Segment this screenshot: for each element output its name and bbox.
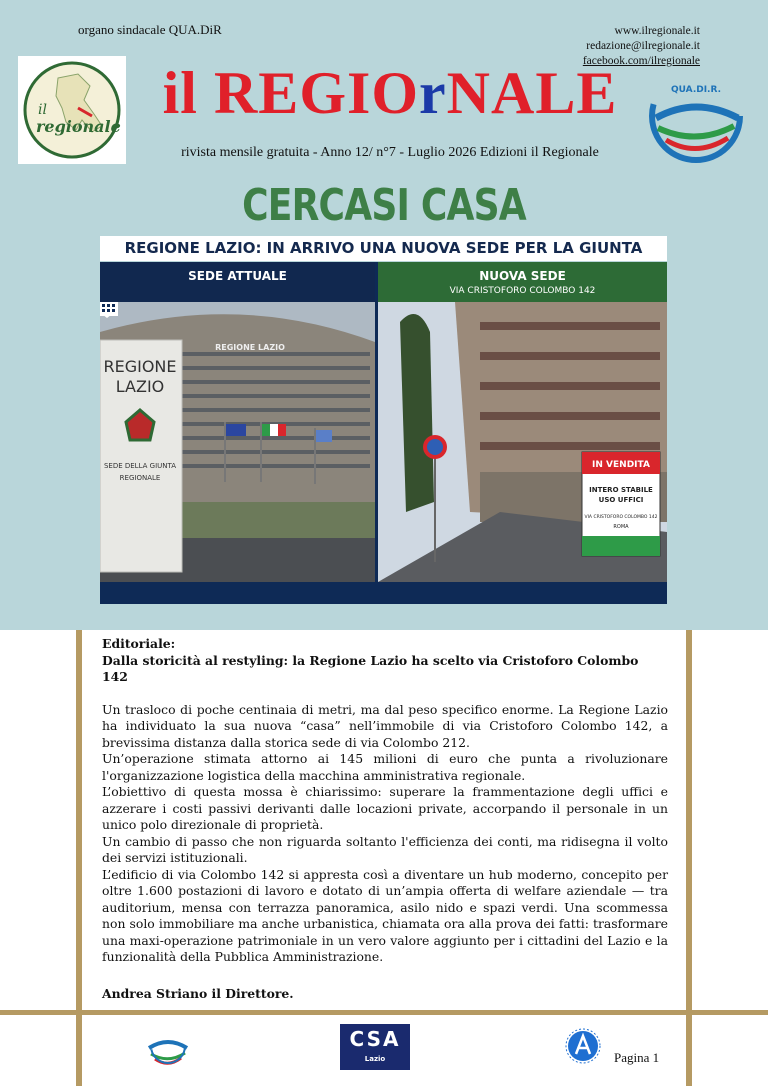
csa-lazio-logo: CSA Lazio bbox=[340, 1024, 410, 1070]
svg-text:REGIONE LAZIO: REGIONE LAZIO bbox=[215, 343, 285, 352]
paragraph: Un cambio di passo che non riguarda soltanto l'efficienza dei conti, ma ridisegna il volto dei servizi istituzionali. bbox=[102, 833, 668, 865]
email-link[interactable]: redazione@ilregionale.it bbox=[586, 40, 700, 52]
svg-text:il: il bbox=[38, 102, 47, 118]
current-site-label: SEDE ATTUALE bbox=[100, 262, 375, 302]
border-bottom bbox=[0, 1010, 768, 1015]
svg-text:USO UFFICI: USO UFFICI bbox=[598, 496, 644, 504]
editorial-article bbox=[102, 636, 668, 966]
svg-text:regionale: regionale bbox=[36, 117, 121, 136]
page-number: Pagina 1 bbox=[614, 1050, 660, 1065]
paragraph: Un’operazione stimata attorno ai 145 milioni di euro che punta a rivoluzionare l'organizzazione logistica della macchina amministrativa regionale. bbox=[102, 751, 668, 783]
svg-text:IN VENDITA: IN VENDITA bbox=[592, 460, 650, 470]
masthead-title: il REGIOrNALE bbox=[162, 60, 618, 126]
building-icon bbox=[100, 302, 118, 316]
photo-title: REGIONE LAZIO: IN ARRIVO UNA NUOVA SEDE PER LA GIUNTA bbox=[100, 236, 667, 261]
paragraph: L’obiettivo di questa mossa è chiarissimo: superare la frammentazione degli uffici e azzerare i costi passivi derivanti dalle locazioni private, accorpando il personale in un unico polo direzionale di proprietà. bbox=[102, 784, 668, 832]
partner-logo bbox=[565, 1026, 601, 1064]
editorial-title: Dalla storicità al restyling: la Regione Lazio ha scelto via Cristoforo Colombo 142 bbox=[102, 652, 639, 684]
border-right bbox=[686, 630, 692, 1086]
editorial-label: Editoriale: bbox=[102, 636, 176, 651]
cover-headline: CERCASI CASA bbox=[242, 180, 526, 231]
issue-subtitle: rivista mensile gratuita - Anno 12/ n°7 - Luglio 2026 Edizioni il Regionale bbox=[181, 145, 599, 160]
org-label: organo sindacale QUA.DiR bbox=[78, 22, 222, 37]
facebook-link[interactable]: facebook.com/ilregionale bbox=[582, 55, 700, 67]
new-site-label: NUOVA SEDE VIA CRISTOFORO COLOMBO 142 bbox=[378, 262, 667, 302]
comparison-photo bbox=[100, 262, 667, 604]
website-link[interactable]: www.ilregionale.it bbox=[614, 25, 700, 37]
paragraph: L’edificio di via Colombo 142 si appresta così a diventare un hub moderno, concepito per oltre 1.600 postazioni di lavoro e dotato di un’ampia offerta di welfare aziendale — tra auditorium, mensa con terrazza panoramica, asilo nido e spazi verdi. Una scommessa non solo immobiliare ma anche urbanistica, chiamata ora alla prova dei fatti: trasformare una maxi-operazione patrimoniale in un vero valore aggiunto per i cittadini del Lazio e la funzionalità della Pubblica Amministrazione. bbox=[102, 866, 668, 964]
buildings-illustration bbox=[100, 302, 667, 582]
paragraph: Un trasloco di poche centinaia di metri, ma dal peso specifico enorme. La Regione Lazio ha individuato la sua nuova “casa” nell’immobile di via Cristoforo Colombo 142, a brevissima distanza dalla storica sede di via Colombo 212. bbox=[102, 701, 668, 750]
svg-text:LAZIO: LAZIO bbox=[115, 377, 165, 396]
svg-text:QUA.DI.R.: QUA.DI.R. bbox=[671, 85, 721, 95]
quadir-logo bbox=[646, 66, 746, 166]
svg-text:VIA CRISTOFORO COLOMBO 142: VIA CRISTOFORO COLOMBO 142 bbox=[584, 515, 658, 520]
quadir-small-logo bbox=[145, 1026, 191, 1066]
svg-text:REGIONE: REGIONE bbox=[103, 357, 177, 376]
svg-text:REGIONALE: REGIONALE bbox=[119, 474, 161, 482]
signature: Andrea Striano il Direttore. bbox=[102, 986, 294, 1001]
svg-text:ROMA: ROMA bbox=[613, 524, 629, 530]
border-left bbox=[76, 630, 82, 1086]
svg-text:SEDE DELLA GIUNTA: SEDE DELLA GIUNTA bbox=[103, 462, 177, 470]
svg-text:INTERO STABILE: INTERO STABILE bbox=[589, 486, 653, 494]
il-regionale-logo bbox=[18, 56, 126, 164]
